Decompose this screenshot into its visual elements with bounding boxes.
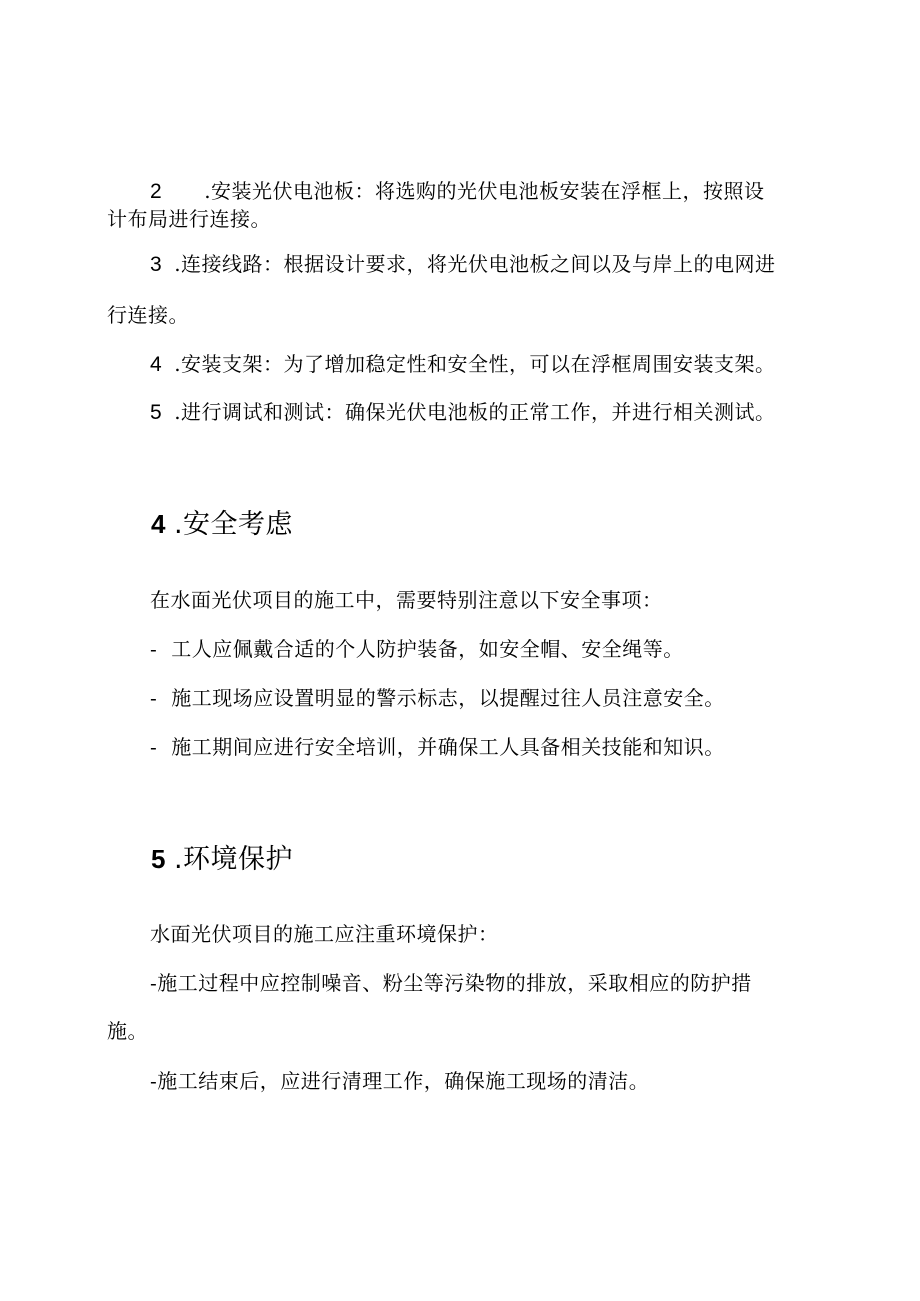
step-number: 2 bbox=[150, 180, 163, 203]
bullet-text: 工人应佩戴合适的个人防护装备，如安全帽、安全绳等。 bbox=[171, 637, 684, 661]
step-3-line2 bbox=[107, 301, 189, 329]
section-heading-environment bbox=[151, 842, 293, 877]
section-title: .安全考虑 bbox=[173, 509, 294, 540]
bullet-marker: - bbox=[150, 637, 158, 661]
bullet-text: -施工结束后，应进行清理工作，确保施工现场的清洁。 bbox=[150, 1069, 650, 1093]
safety-bullet-3 bbox=[150, 733, 725, 761]
env-intro bbox=[150, 920, 499, 948]
step-number: 3 bbox=[150, 253, 163, 276]
safety-bullet-2 bbox=[150, 684, 725, 712]
bullet-marker: - bbox=[150, 735, 158, 759]
section-heading-safety bbox=[151, 507, 293, 542]
step-number: 4 bbox=[150, 353, 163, 376]
safety-intro bbox=[150, 586, 663, 614]
step-2-line2 bbox=[107, 205, 271, 233]
step-text: .进行调试和测试：确保光伏电池板的正常工作，并进行相关测试。 bbox=[174, 400, 776, 424]
bullet-text: -施工过程中应控制噪音、粉尘等污染物的排放，采取相应的防护措 bbox=[150, 971, 752, 995]
safety-bullet-1 bbox=[150, 635, 684, 663]
section-number: 4 bbox=[151, 509, 166, 539]
section-number: 5 bbox=[151, 844, 166, 874]
step-text: .安装光伏电池板：将选购的光伏电池板安装在浮框上，按照设 bbox=[204, 179, 765, 203]
env-bullet-2 bbox=[150, 1067, 649, 1095]
step-number: 5 bbox=[150, 401, 163, 424]
step-text: .连接线路：根据设计要求，将光伏电池板之间以及与岸上的电网进 bbox=[174, 252, 776, 276]
step-5-line bbox=[150, 398, 776, 427]
bullet-marker: - bbox=[150, 686, 158, 710]
bullet-text: 施工现场应设置明显的警示标志，以提醒过往人员注意安全。 bbox=[171, 686, 725, 710]
step-text-continued: 计布局进行连接。 bbox=[107, 207, 271, 231]
bullet-text-continued: 施。 bbox=[107, 1019, 148, 1043]
env-intro-text: 水面光伏项目的施工应注重环境保护： bbox=[150, 922, 499, 946]
env-bullet-1-line2 bbox=[107, 1017, 148, 1045]
step-2-line1 bbox=[150, 177, 765, 206]
env-bullet-1-line1 bbox=[150, 969, 752, 997]
section-title: .环境保护 bbox=[173, 844, 294, 875]
step-text: .安装支架：为了增加稳定性和安全性，可以在浮框周围安装支架。 bbox=[174, 352, 776, 376]
step-text-continued: 行连接。 bbox=[107, 303, 189, 327]
bullet-text: 施工期间应进行安全培训，并确保工人具备相关技能和知识。 bbox=[171, 735, 725, 759]
step-3-line1 bbox=[150, 250, 776, 279]
step-4-line bbox=[150, 350, 776, 379]
safety-intro-text: 在水面光伏项目的施工中，需要特别注意以下安全事项： bbox=[150, 588, 663, 612]
